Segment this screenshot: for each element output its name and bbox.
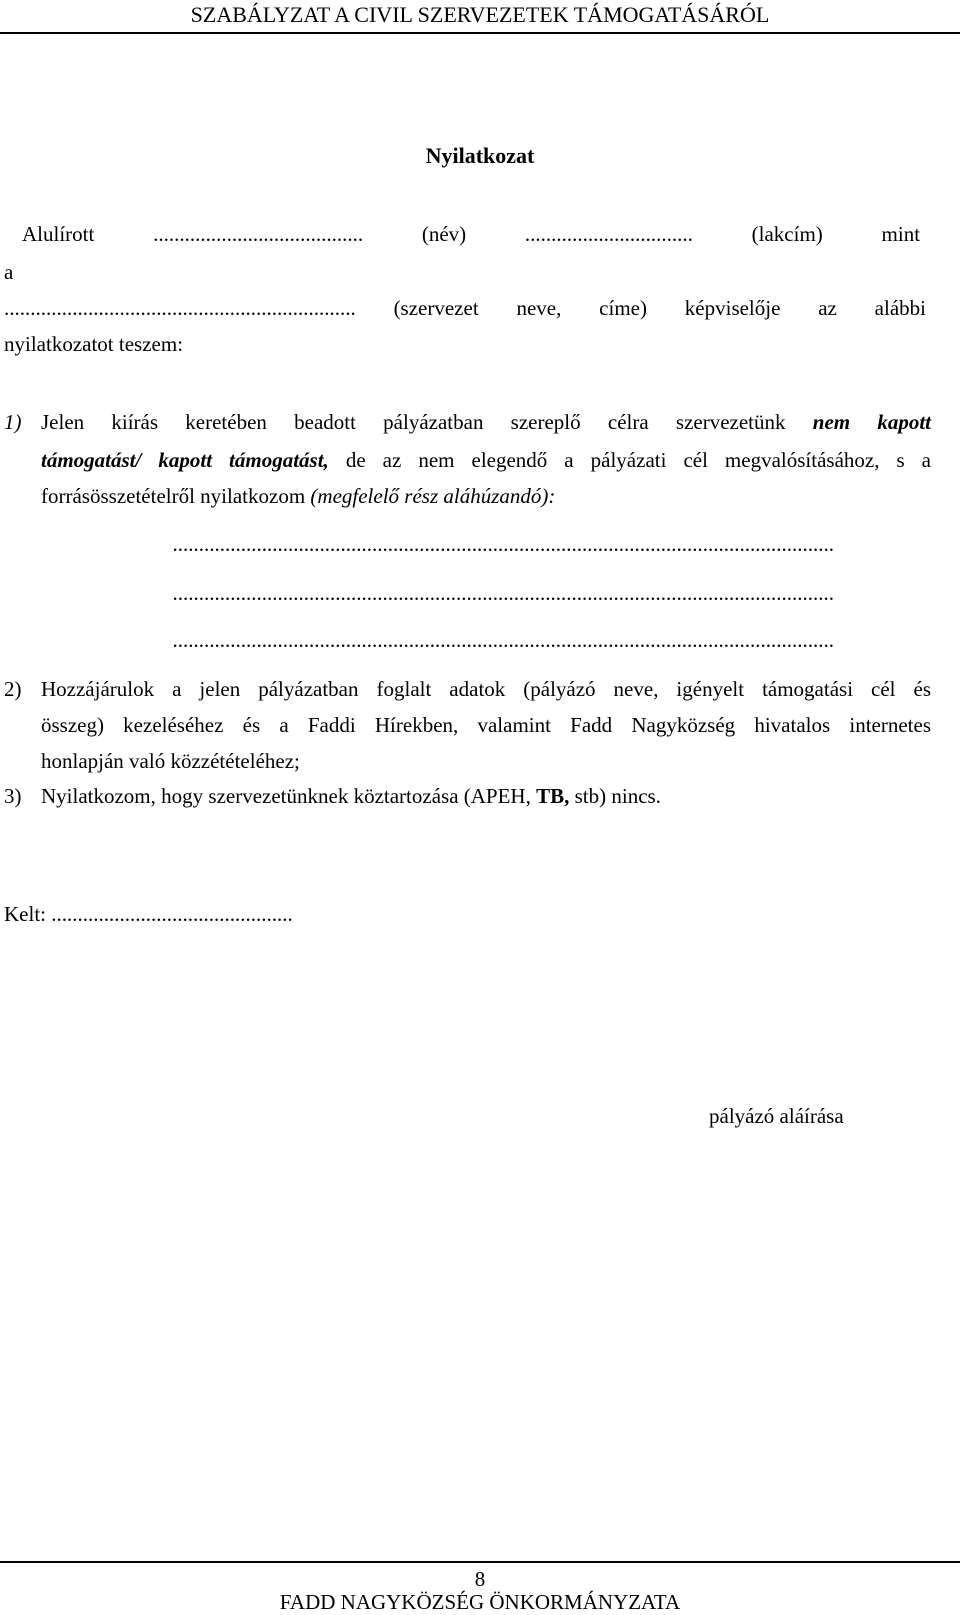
signature-label: pályázó aláírása — [709, 1104, 844, 1128]
item-3-text: Nyilatkozom, hogy szervezetünknek köztartozása (APEH, TB, stb) nincs. — [41, 784, 661, 808]
item-2-line-1: Hozzájárulok a jelen pályázatban foglalt adatok (pályázó neve, igényelt támogatási cél és — [41, 677, 931, 701]
intro-line-1: Alulírott ........................................ (név) ................................ (lakcím) mint — [22, 222, 921, 246]
fill-in-dotted-line-3: .............................................................................................................................. — [172, 628, 834, 652]
item-2-line-2: összeg) kezeléséhez és a Faddi Hírekben, valamint Fadd Nagyközség hivatalos internetes — [41, 713, 931, 737]
running-header: SZABÁLYZAT A CIVIL SZERVEZETEK TÁMOGATÁSÁRÓL — [190, 2, 770, 27]
item-2-line-3: honlapján való közzétételéhez; — [41, 749, 300, 773]
fill-in-dotted-line-2: .............................................................................................................................. — [172, 581, 834, 605]
emphasis-text: támogatást/ kapott támogatást, — [41, 448, 329, 472]
date-field: Kelt: .............................................. — [4, 902, 293, 926]
emphasis-text: nem kapott — [812, 410, 932, 434]
header-rule — [0, 32, 960, 34]
fill-in-dotted-line-1: .............................................................................................................................. — [172, 532, 834, 556]
page-number: 8 — [474, 1567, 486, 1591]
intro-line-3: ................................................................... (szervezet neve, címe) képviselője az alábbi — [4, 296, 926, 320]
item-3-number: 3) — [4, 784, 22, 808]
item-1-line-3: forrásösszetételről nyilatkozom (megfelelő rész aláhúzandó): — [41, 484, 556, 508]
emphasis-text: TB, — [536, 784, 570, 808]
item-1-line-1: Jelen kiírás keretében beadott pályázatban szereplő célra szervezetünk nem kapott — [41, 410, 932, 434]
item-1-line-2: támogatást/ kapott támogatást, de az nem elegendő a pályázati cél megvalósításához, s a — [41, 448, 931, 472]
footer-rule — [0, 1561, 960, 1563]
document-title: Nyilatkozat — [425, 143, 535, 168]
item-1-number: 1) — [4, 410, 22, 434]
intro-line-2: a — [4, 260, 14, 284]
footer-organization: FADD NAGYKÖZSÉG ÖNKORMÁNYZATA — [279, 1590, 681, 1614]
item-2-number: 2) — [4, 677, 22, 701]
intro-line-4: nyilatkozatot teszem: — [4, 332, 184, 356]
